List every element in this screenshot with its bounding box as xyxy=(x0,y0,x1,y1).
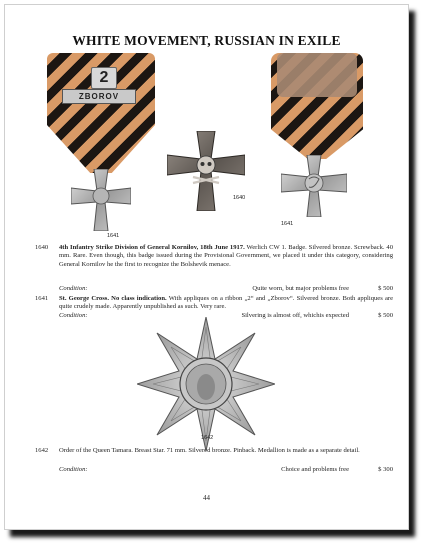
condition-value: Quite worn, but major problems free xyxy=(252,285,349,292)
applique-bar: ZBOROV xyxy=(62,89,136,104)
price: $ 300 xyxy=(378,466,393,473)
lot-number: 1641 xyxy=(35,295,49,302)
lot-title: St. George Cross. No class indication. xyxy=(59,295,167,302)
lot-1640 xyxy=(35,244,393,269)
star-medal-image xyxy=(137,317,275,451)
catalog-page xyxy=(4,4,409,530)
condition-label: Condition: xyxy=(59,312,88,319)
price: $ 500 xyxy=(378,285,393,292)
lot-description: With appliques on a ribbon „2“ and „Zborov“. Silvered bronze. Both appliques are quite crudely made. Apparently unpublished as such. Very rare. xyxy=(59,295,394,311)
left-cross-image xyxy=(71,169,131,231)
lot-1640-condition xyxy=(59,285,393,294)
page-number: 44 xyxy=(203,494,210,502)
caption-1640: 1640 xyxy=(233,195,246,201)
price: $ 500 xyxy=(378,312,393,319)
lot-1642 xyxy=(35,447,393,455)
lot-description: Order of the Queen Tamara. Breast Star. 71 mm. Silvered bronze. Pinback. Medallion is made as a separate detail. xyxy=(59,447,360,454)
caption-1641-left: 1641 xyxy=(107,233,120,239)
caption-1642: 1642 xyxy=(201,435,214,441)
ribbon-top-fold xyxy=(277,53,357,97)
applique-number: 2 xyxy=(91,67,117,89)
caption-1641-right: 1641 xyxy=(281,221,294,227)
lot-description: Werlich CW 1. Badge. Silvered bronze. Screwback. 40 mm. Rare. Even though, this badge issued during the Provisional Government, we placed it under this category, considering General Kornilov he the first to recognize the Bolshevik menace. xyxy=(59,244,394,268)
lot-1642-condition xyxy=(59,466,393,475)
condition-value: Silvering is almost off, whichis expected xyxy=(241,312,349,319)
condition-label: Condition: xyxy=(59,466,88,473)
lot-title: 4th Infantry Strike Division of General Kornilov, 18th June 1917. xyxy=(59,244,245,251)
page-title: WHITE MOVEMENT, RUSSIAN IN EXILE xyxy=(72,33,341,48)
right-cross-image xyxy=(281,155,347,217)
condition-label: Condition: xyxy=(59,285,88,292)
lot-number: 1642 xyxy=(35,447,49,454)
lot-number: 1640 xyxy=(35,244,49,251)
lot-1641 xyxy=(35,295,393,312)
condition-value: Choice and problems free xyxy=(281,466,349,473)
